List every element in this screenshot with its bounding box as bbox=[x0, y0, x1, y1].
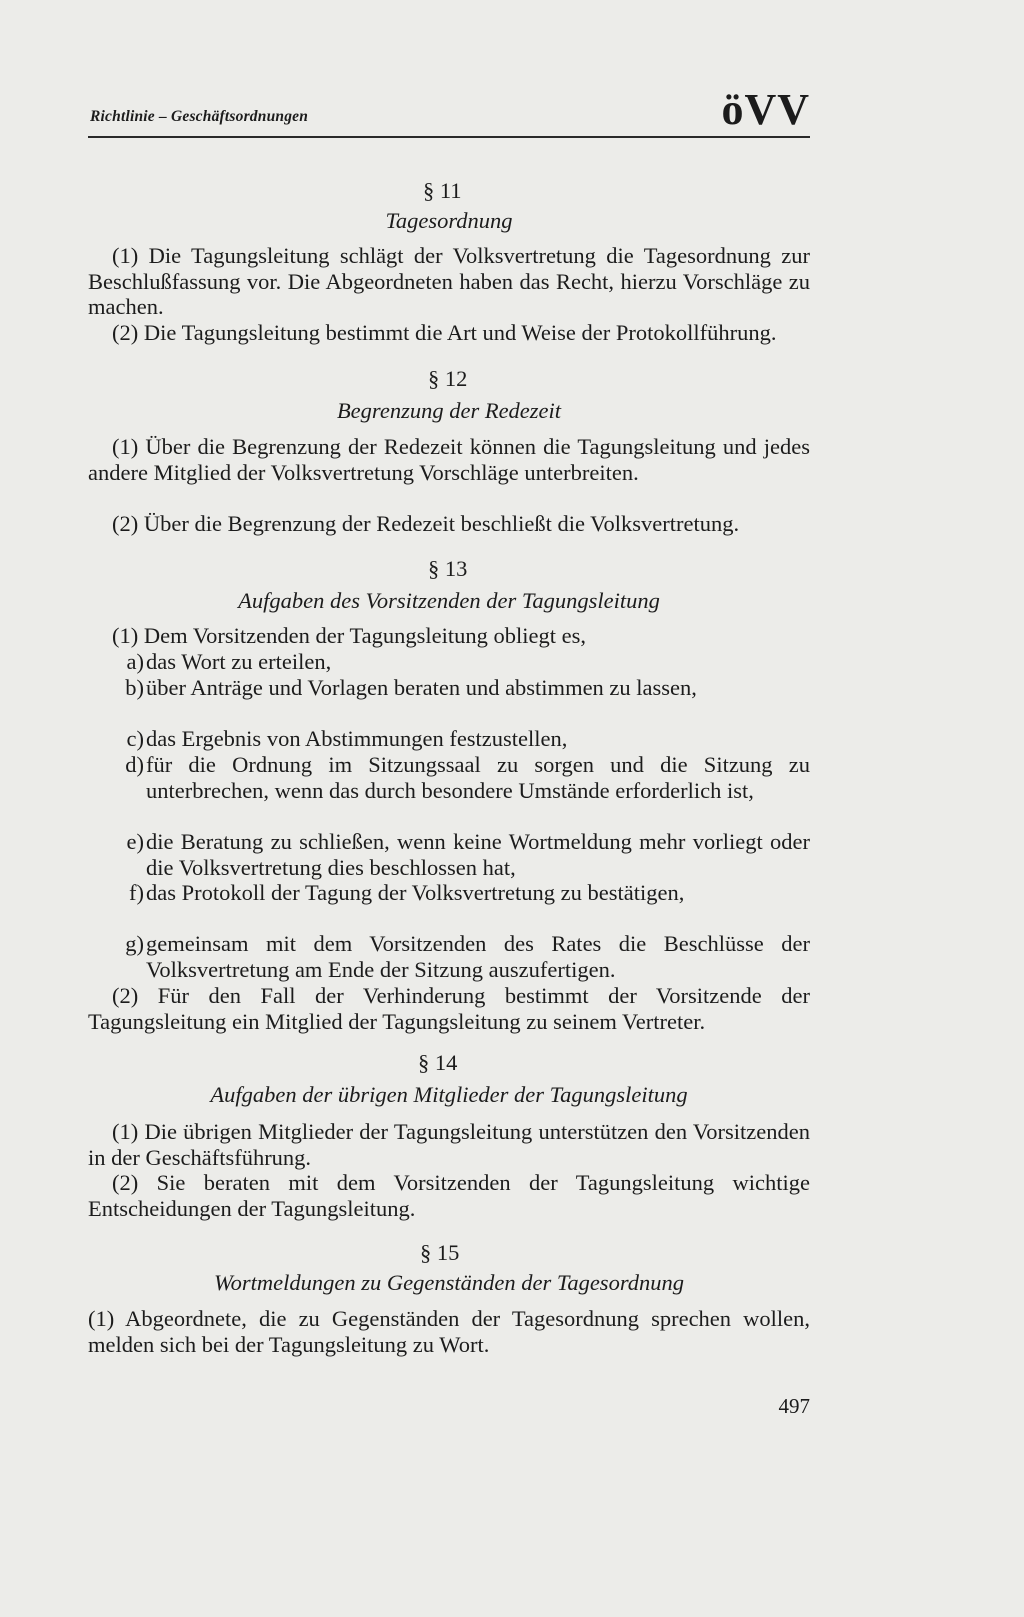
list-item-label: b) bbox=[125, 675, 144, 700]
list-item-label: g) bbox=[125, 931, 144, 956]
list-item-text: über Anträge und Vorlagen beraten und abstimmen zu lassen, bbox=[146, 675, 697, 700]
section-number: § 11 bbox=[423, 178, 462, 203]
paragraph: (1) Dem Vorsitzenden der Tagungsleitung obliegt es, bbox=[112, 623, 586, 648]
list-item-text: für die Ordnung im Sitzungssaal zu sorgen und die Sitzung zu unterbrechen, wenn das durch besondere Umstände erforderlich ist, bbox=[146, 752, 810, 803]
section-number: § 14 bbox=[418, 1050, 458, 1075]
section-title: Aufgaben des Vorsitzenden der Tagungsleitung bbox=[238, 588, 660, 613]
section-number: § 15 bbox=[420, 1240, 460, 1265]
page-number: 497 bbox=[778, 1394, 810, 1418]
section-title: Aufgaben der übrigen Mitglieder der Tagungsleitung bbox=[210, 1082, 688, 1107]
paragraph: (2) Über die Begrenzung der Redezeit beschließt die Volksvertretung. bbox=[112, 511, 740, 536]
paragraph: (2) Die Tagungsleitung bestimmt die Art und Weise der Protokollführung. bbox=[112, 320, 777, 345]
list-item-text: das Protokoll der Tagung der Volksvertretung zu bestätigen, bbox=[146, 880, 685, 905]
list-item-label: c) bbox=[126, 726, 144, 751]
list-item-label: d) bbox=[125, 752, 144, 777]
paragraph: (1) Die übrigen Mitglieder der Tagungsleitung unterstützen den Vorsitzenden in der Geschäftsführung. bbox=[88, 1119, 810, 1170]
paragraph: (1) Die Tagungsleitung schlägt der Volksvertretung die Tagesordnung zur Beschlußfassung vor. Die Abgeordneten haben das Recht, hierzu Vorschläge zu machen. bbox=[88, 243, 810, 320]
section-title: Tagesordnung bbox=[385, 208, 513, 233]
list-item-text: das Wort zu erteilen, bbox=[146, 649, 332, 674]
paragraph: (1) Abgeordnete, die zu Gegenständen der Tagesordnung sprechen wollen, melden sich bei der Tagungsleitung zu Wort. bbox=[88, 1306, 810, 1357]
header-title: Richtlinie – Geschäftsordnungen bbox=[90, 108, 309, 125]
section-title: Wortmeldungen zu Gegenständen der Tagesordnung bbox=[214, 1270, 684, 1295]
paragraph: (2) Sie beraten mit dem Vorsitzenden der Tagungsleitung wichtige Entscheidungen der Tagungsleitung. bbox=[88, 1170, 810, 1221]
list-item-label: e) bbox=[126, 829, 144, 854]
section-title: Begrenzung der Redezeit bbox=[336, 398, 562, 423]
publisher-logo: öVV bbox=[721, 85, 810, 134]
paragraph: (1) Über die Begrenzung der Redezeit können die Tagungsleitung und jedes andere Mitglied der Volksvertretung Vorschläge unterbreiten. bbox=[88, 434, 810, 485]
list-item-text: das Ergebnis von Abstimmungen festzustellen, bbox=[146, 726, 568, 751]
list-item-label: a) bbox=[126, 649, 144, 674]
section-number: § 12 bbox=[428, 366, 468, 391]
paragraph: (2) Für den Fall der Verhinderung bestimmt der Vorsitzende der Tagungsleitung ein Mitglied der Tagungsleitung zu seinem Vertreter. bbox=[88, 983, 810, 1034]
list-item-label: f) bbox=[129, 880, 144, 905]
document-page bbox=[88, 0, 810, 1617]
list-item-text: gemeinsam mit dem Vorsitzenden des Rates die Beschlüsse der Volksvertretung am Ende der Sitzung auszufertigen. bbox=[146, 931, 810, 982]
section-number: § 13 bbox=[428, 556, 468, 581]
list-item-text: die Beratung zu schließen, wenn keine Wortmeldung mehr vorliegt oder die Volksvertretung dies beschlossen hat, bbox=[146, 829, 810, 880]
running-header bbox=[88, 85, 810, 138]
